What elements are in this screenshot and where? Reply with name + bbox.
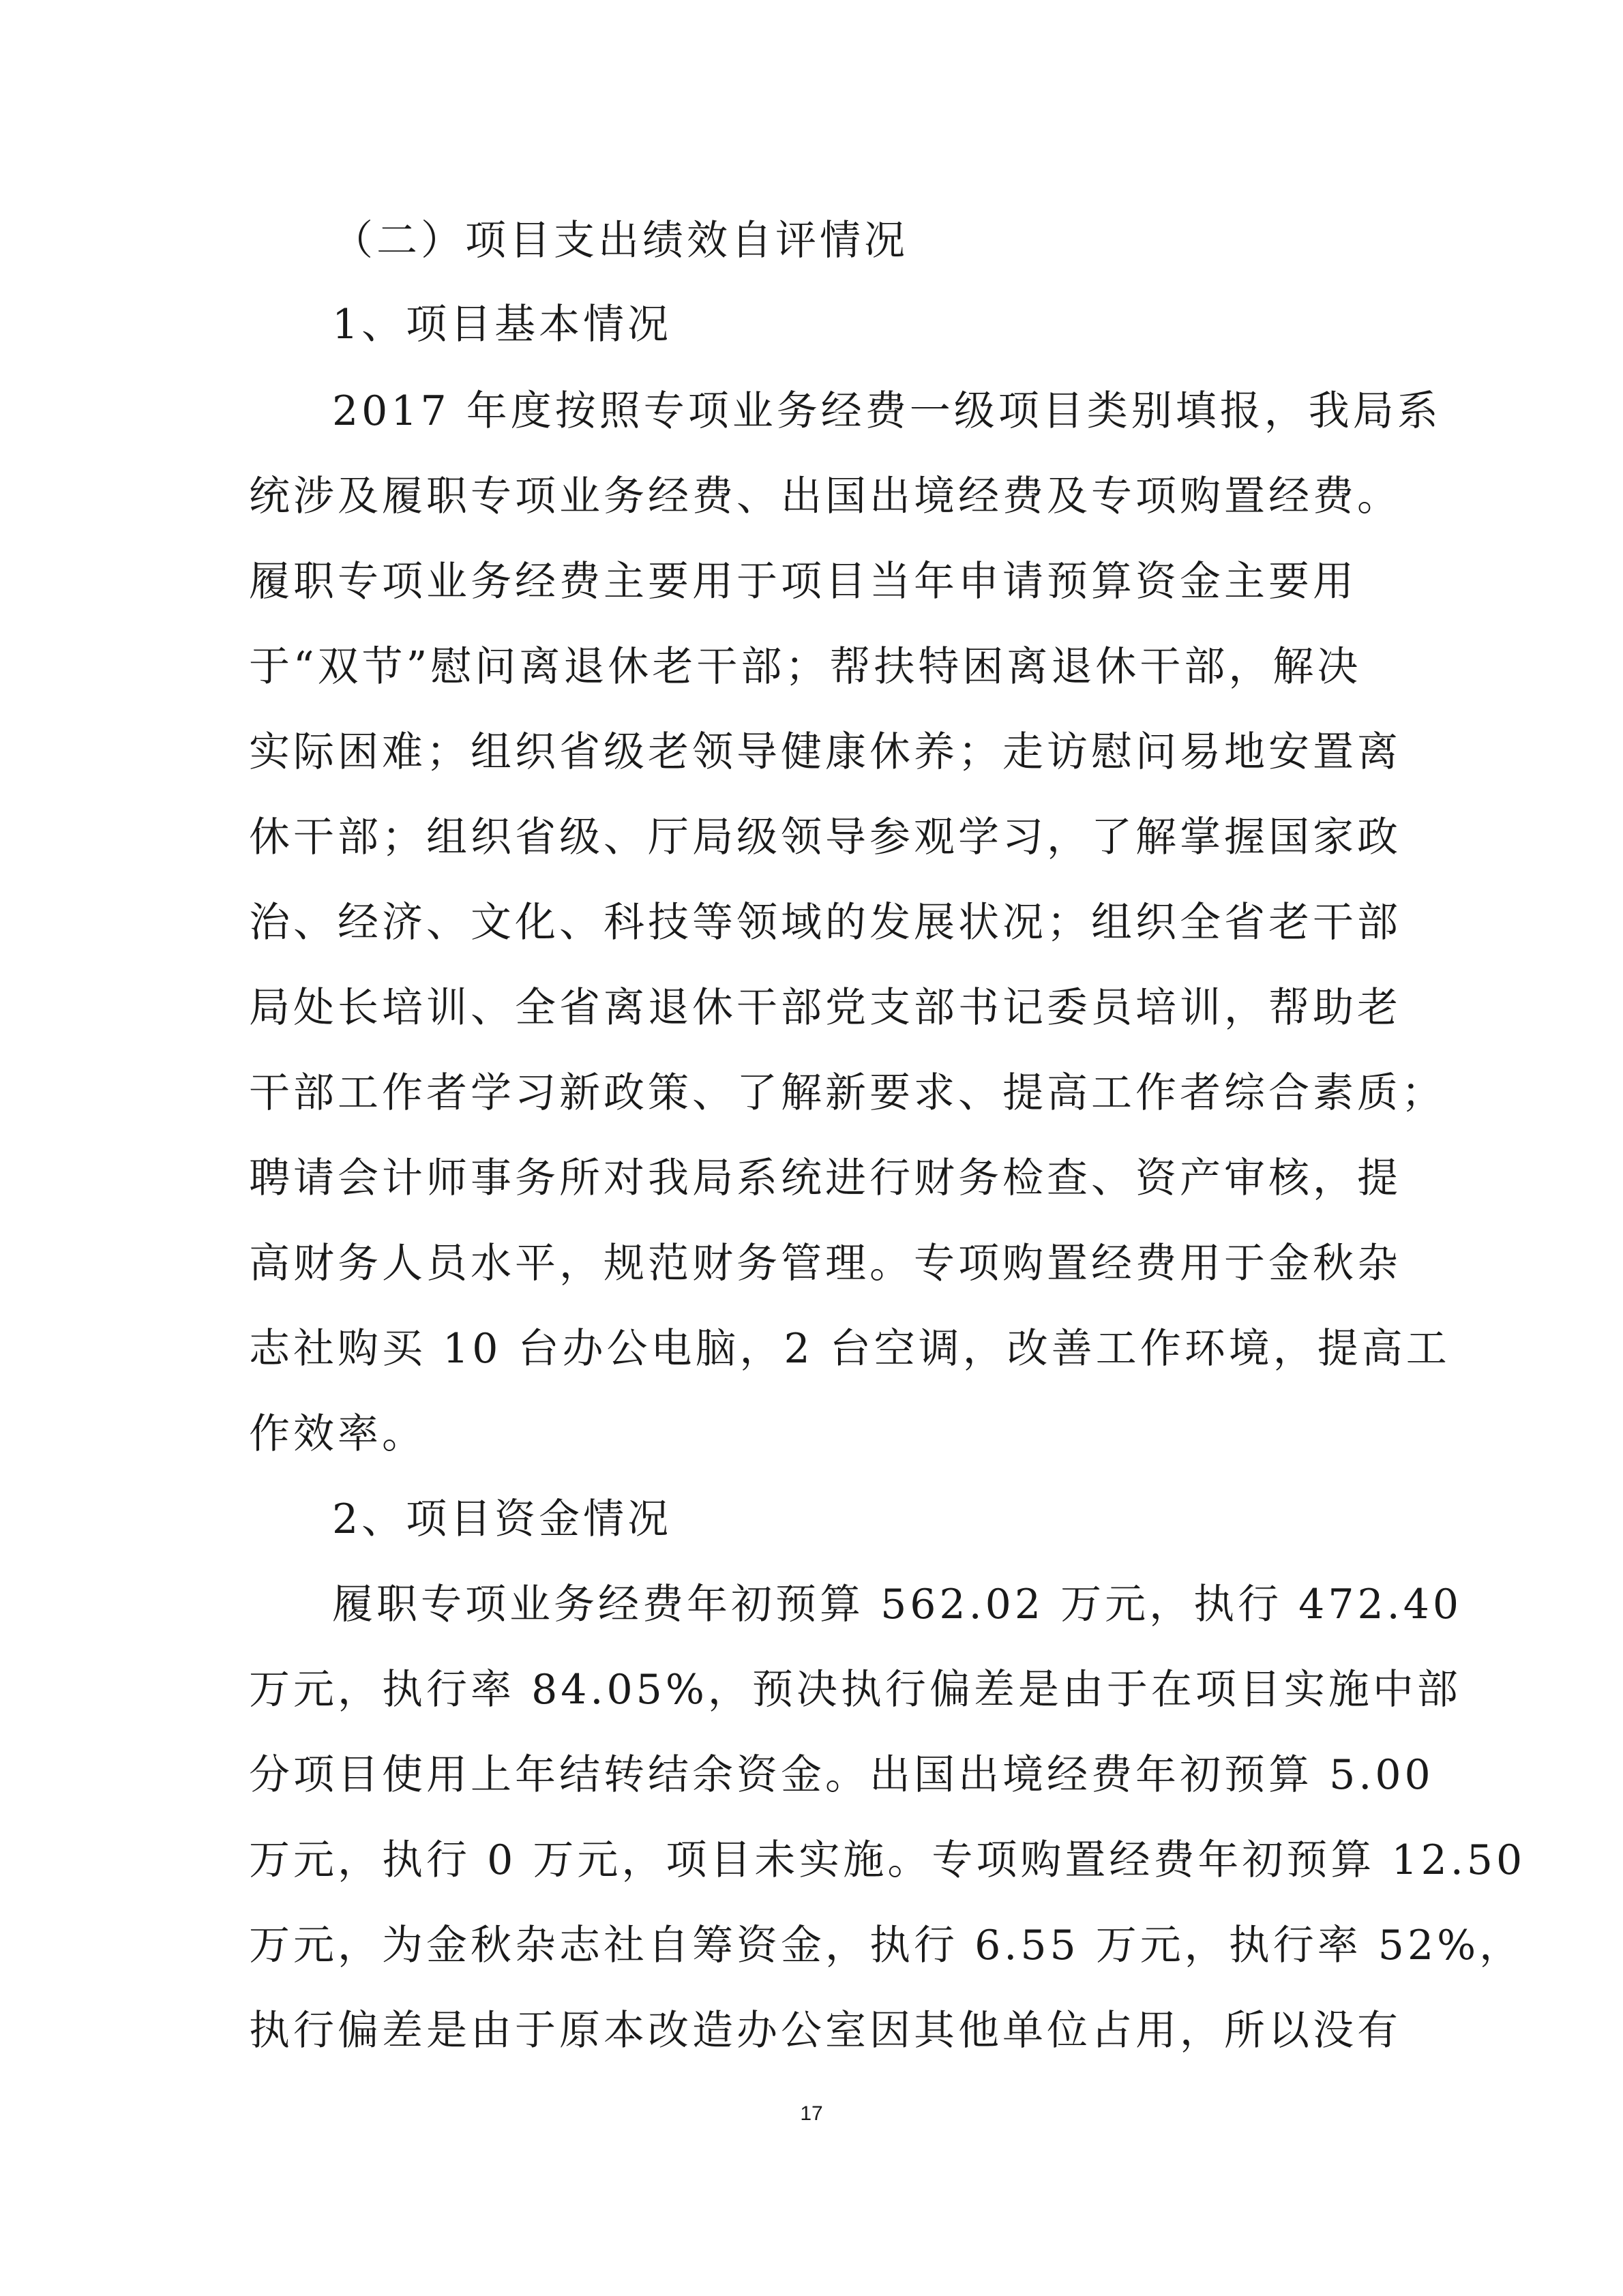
paragraph-line: 履职专项业务经费主要用于项目当年申请预算资金主要用 (249, 558, 1357, 606)
paragraph-line: 高财务人员水平，规范财务管理。专项购置经费用于金秋杂 (249, 1240, 1401, 1287)
subsection-heading-funding: 2、项目资金情况 (332, 1495, 672, 1543)
paragraph-line: 治、经济、文化、科技等领域的发展状况；组织全省老干部 (249, 899, 1401, 946)
paragraph-line: 聘请会计师事务所对我局系统进行财务检查、资产审核，提 (249, 1154, 1401, 1202)
paragraph-line: 2017 年度按照专项业务经费一级项目类别填报，我局系 (332, 387, 1442, 435)
subsection-heading-basic-info: 1、项目基本情况 (332, 301, 672, 348)
page-number: 17 (800, 2102, 823, 2125)
paragraph-line: 执行偏差是由于原本改造办公室因其他单位占用，所以没有 (249, 2007, 1401, 2055)
paragraph-line: 万元，执行率 84.05%，预决执行偏差是由于在项目实施中部 (249, 1666, 1461, 1714)
paragraph-line: 分项目使用上年结转结余资金。出国出境经费年初预算 5.00 (249, 1751, 1434, 1799)
paragraph-line: 作效率。 (249, 1410, 426, 1458)
paragraph-line: 休干部；组织省级、厅局级领导参观学习，了解掌握国家政 (249, 814, 1401, 861)
paragraph-line: 干部工作者学习新政策、了解新要求、提高工作者综合素质； (249, 1069, 1446, 1117)
paragraph-line: 于“双节”慰问离退休老干部；帮扶特困离退休干部，解决 (249, 643, 1362, 691)
paragraph-line: 志社购买 10 台办公电脑，2 台空调，改善工作环境，提高工 (249, 1325, 1450, 1373)
paragraph-line: 万元，为金秋杂志社自筹资金，执行 6.55 万元，执行率 52%， (249, 1922, 1524, 1969)
section-heading: （二）项目支出绩效自评情况 (332, 217, 908, 265)
paragraph-line: 局处长培训、全省离退休干部党支部书记委员培训，帮助老 (249, 984, 1401, 1032)
paragraph-line: 履职专项业务经费年初预算 562.02 万元，执行 472.40 (332, 1581, 1463, 1628)
paragraph-line: 万元，执行 0 万元，项目未实施。专项购置经费年初预算 12.50 (249, 1836, 1526, 1884)
paragraph-line: 统涉及履职专项业务经费、出国出境经费及专项购置经费。 (249, 473, 1401, 520)
paragraph-line: 实际困难；组织省级老领导健康休养；走访慰问易地安置离 (249, 728, 1401, 776)
